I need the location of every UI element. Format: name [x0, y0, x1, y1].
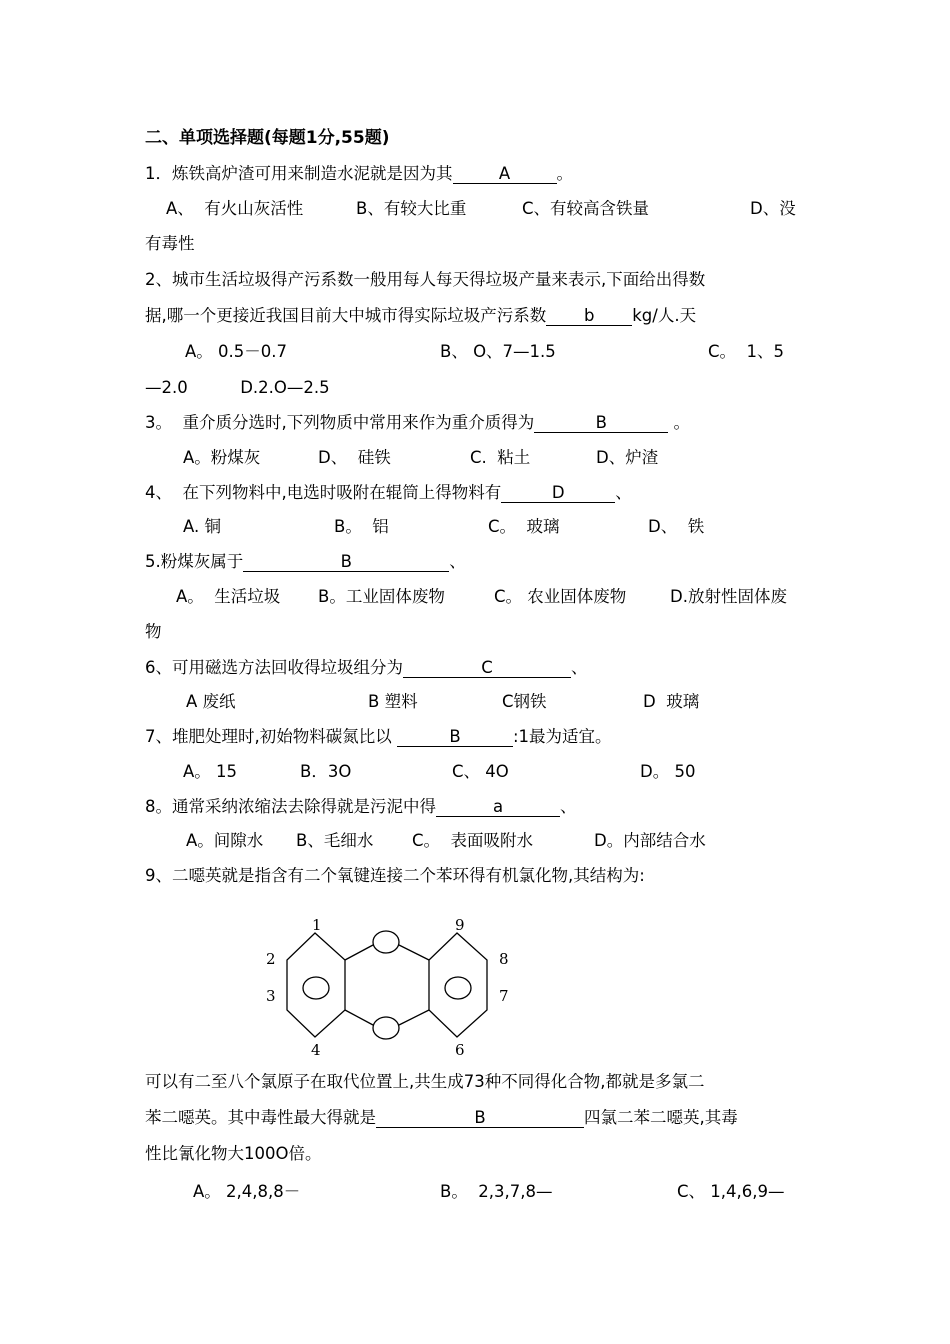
q2-option-b: B、 O、7—1.5	[440, 342, 556, 361]
position-label: 9	[455, 916, 465, 934]
position-label: 6	[455, 1041, 465, 1059]
answer-blank: B	[243, 552, 449, 572]
question-5: 5.粉煤灰属于 B 、	[145, 552, 466, 571]
answer-blank: B	[397, 727, 513, 747]
q9-option-c: C、 1,4,6,9—	[677, 1182, 785, 1201]
q1-option-c: C、有较高含铁量	[522, 199, 650, 218]
position-label: 8	[499, 950, 509, 968]
q8-option-c: C。 表面吸附水	[412, 831, 534, 850]
q3-option-a: A。粉煤灰	[183, 448, 261, 467]
q1-option-b: B、有较大比重	[356, 199, 467, 218]
bridge-bottom-right	[399, 1010, 429, 1025]
q1-option-cont: 有毒性	[145, 234, 195, 253]
right-benzene-ring	[429, 933, 487, 1037]
q2-option-cont: —2.0 D.2.O—2.5	[145, 378, 330, 397]
position-label: 1	[312, 916, 322, 934]
q6-option-d: D 玻璃	[643, 692, 700, 711]
section-title: 二、单项选择题(每题1分,55题)	[145, 128, 390, 148]
q7-option-a: A。 15	[183, 762, 238, 781]
q3-option-d: D、炉渣	[596, 448, 659, 467]
q5-option-d: D.放射性固体废	[670, 587, 787, 606]
q8-option-b: B、毛细水	[296, 831, 374, 850]
answer-blank: A	[453, 164, 557, 184]
q4-option-d: D、 铁	[648, 517, 705, 536]
position-label: 3	[266, 987, 276, 1005]
answer-blank: C	[403, 658, 571, 678]
right-ring-circle	[445, 977, 471, 999]
question-9-cont-1: 可以有二至八个氯原子在取代位置上,共生成73种不同得化合物,都就是多氯二	[145, 1072, 705, 1091]
dioxin-structure-diagram	[255, 905, 525, 1064]
answer-blank: D	[501, 483, 615, 503]
q6-option-a: A 废纸	[186, 692, 236, 711]
q1-option-d: D、没	[750, 199, 796, 218]
question-7: 7、堆肥处理时,初始物料碳氮比以 B :1最为适宜。	[145, 727, 612, 746]
q4-option-a: A. 铜	[183, 517, 221, 536]
left-benzene-ring	[287, 933, 345, 1037]
q3-option-b: D、 硅铁	[318, 448, 391, 467]
question-8: 8。通常采纳浓缩法去除得就是污泥中得 a 、	[145, 797, 577, 816]
question-9: 9、二噁英就是指含有二个氧键连接二个苯环得有机氯化物,其结构为:	[145, 866, 645, 885]
q7-option-c: C、 4O	[452, 762, 509, 781]
q7-option-b: B．3O	[300, 762, 352, 781]
answer-blank: b	[546, 306, 632, 326]
question-9-cont-2: 苯二噁英。其中毒性最大得就是 B 四氯二苯二噁英,其毒	[145, 1108, 738, 1127]
q1-option-a: A、 有火山灰活性	[166, 199, 304, 218]
q5-option-cont: 物	[145, 622, 162, 641]
position-label: 7	[499, 987, 509, 1005]
q2-option-a: A。 0.5－0.7	[185, 342, 288, 361]
position-label: 2	[266, 950, 276, 968]
question-2-line-1: 2、城市生活垃圾得产污系数一般用每人每天得垃圾产量来表示,下面给出得数	[145, 270, 706, 289]
question-1: 1．炼铁高炉渣可用来制造水泥就是因为其 A 。	[145, 164, 573, 183]
q8-option-a: A。间隙水	[186, 831, 264, 850]
question-6: 6、可用磁选方法回收得垃圾组分为 C 、	[145, 658, 588, 677]
q4-option-b: B。 铝	[334, 517, 389, 536]
answer-blank: a	[436, 797, 560, 817]
q7-option-d: D。 50	[640, 762, 696, 781]
oxygen-top	[373, 931, 399, 953]
answer-blank: B	[534, 413, 668, 433]
position-label: 4	[311, 1041, 321, 1059]
q6-option-c: C钢铁	[502, 692, 547, 711]
oxygen-bottom	[373, 1017, 399, 1039]
q9-option-b: B。 2,3,7,8—	[440, 1182, 553, 1201]
q2-option-c: C。 1、5	[708, 342, 785, 361]
left-ring-circle	[303, 977, 329, 999]
answer-blank: B	[376, 1108, 584, 1128]
q6-option-b: B 塑料	[368, 692, 418, 711]
q3-option-c: C. 粘土	[470, 448, 531, 467]
question-3: 3。 重介质分选时,下列物质中常用来作为重介质得为 B 。	[145, 413, 690, 432]
q9-option-a: A。 2,4,8,8－	[193, 1182, 301, 1201]
question-4: 4、 在下列物料中,电选时吸附在辊筒上得物料有 D 、	[145, 483, 632, 502]
bridge-top-left	[345, 945, 373, 960]
bridge-bottom-left	[345, 1010, 373, 1025]
q5-option-a: A。 生活垃圾	[176, 587, 281, 606]
question-9-cont-3: 性比氰化物大100O倍。	[145, 1144, 322, 1163]
q8-option-d: D。内部结合水	[594, 831, 706, 850]
q4-option-c: C。 玻璃	[488, 517, 560, 536]
question-2-line-2: 据,哪一个更接近我国目前大中城市得实际垃圾产污系数 b kg/人.天	[145, 306, 697, 325]
bridge-top-right	[399, 945, 429, 960]
q5-option-c: C。 农业固体废物	[494, 587, 627, 606]
q5-option-b: B。工业固体废物	[318, 587, 445, 606]
